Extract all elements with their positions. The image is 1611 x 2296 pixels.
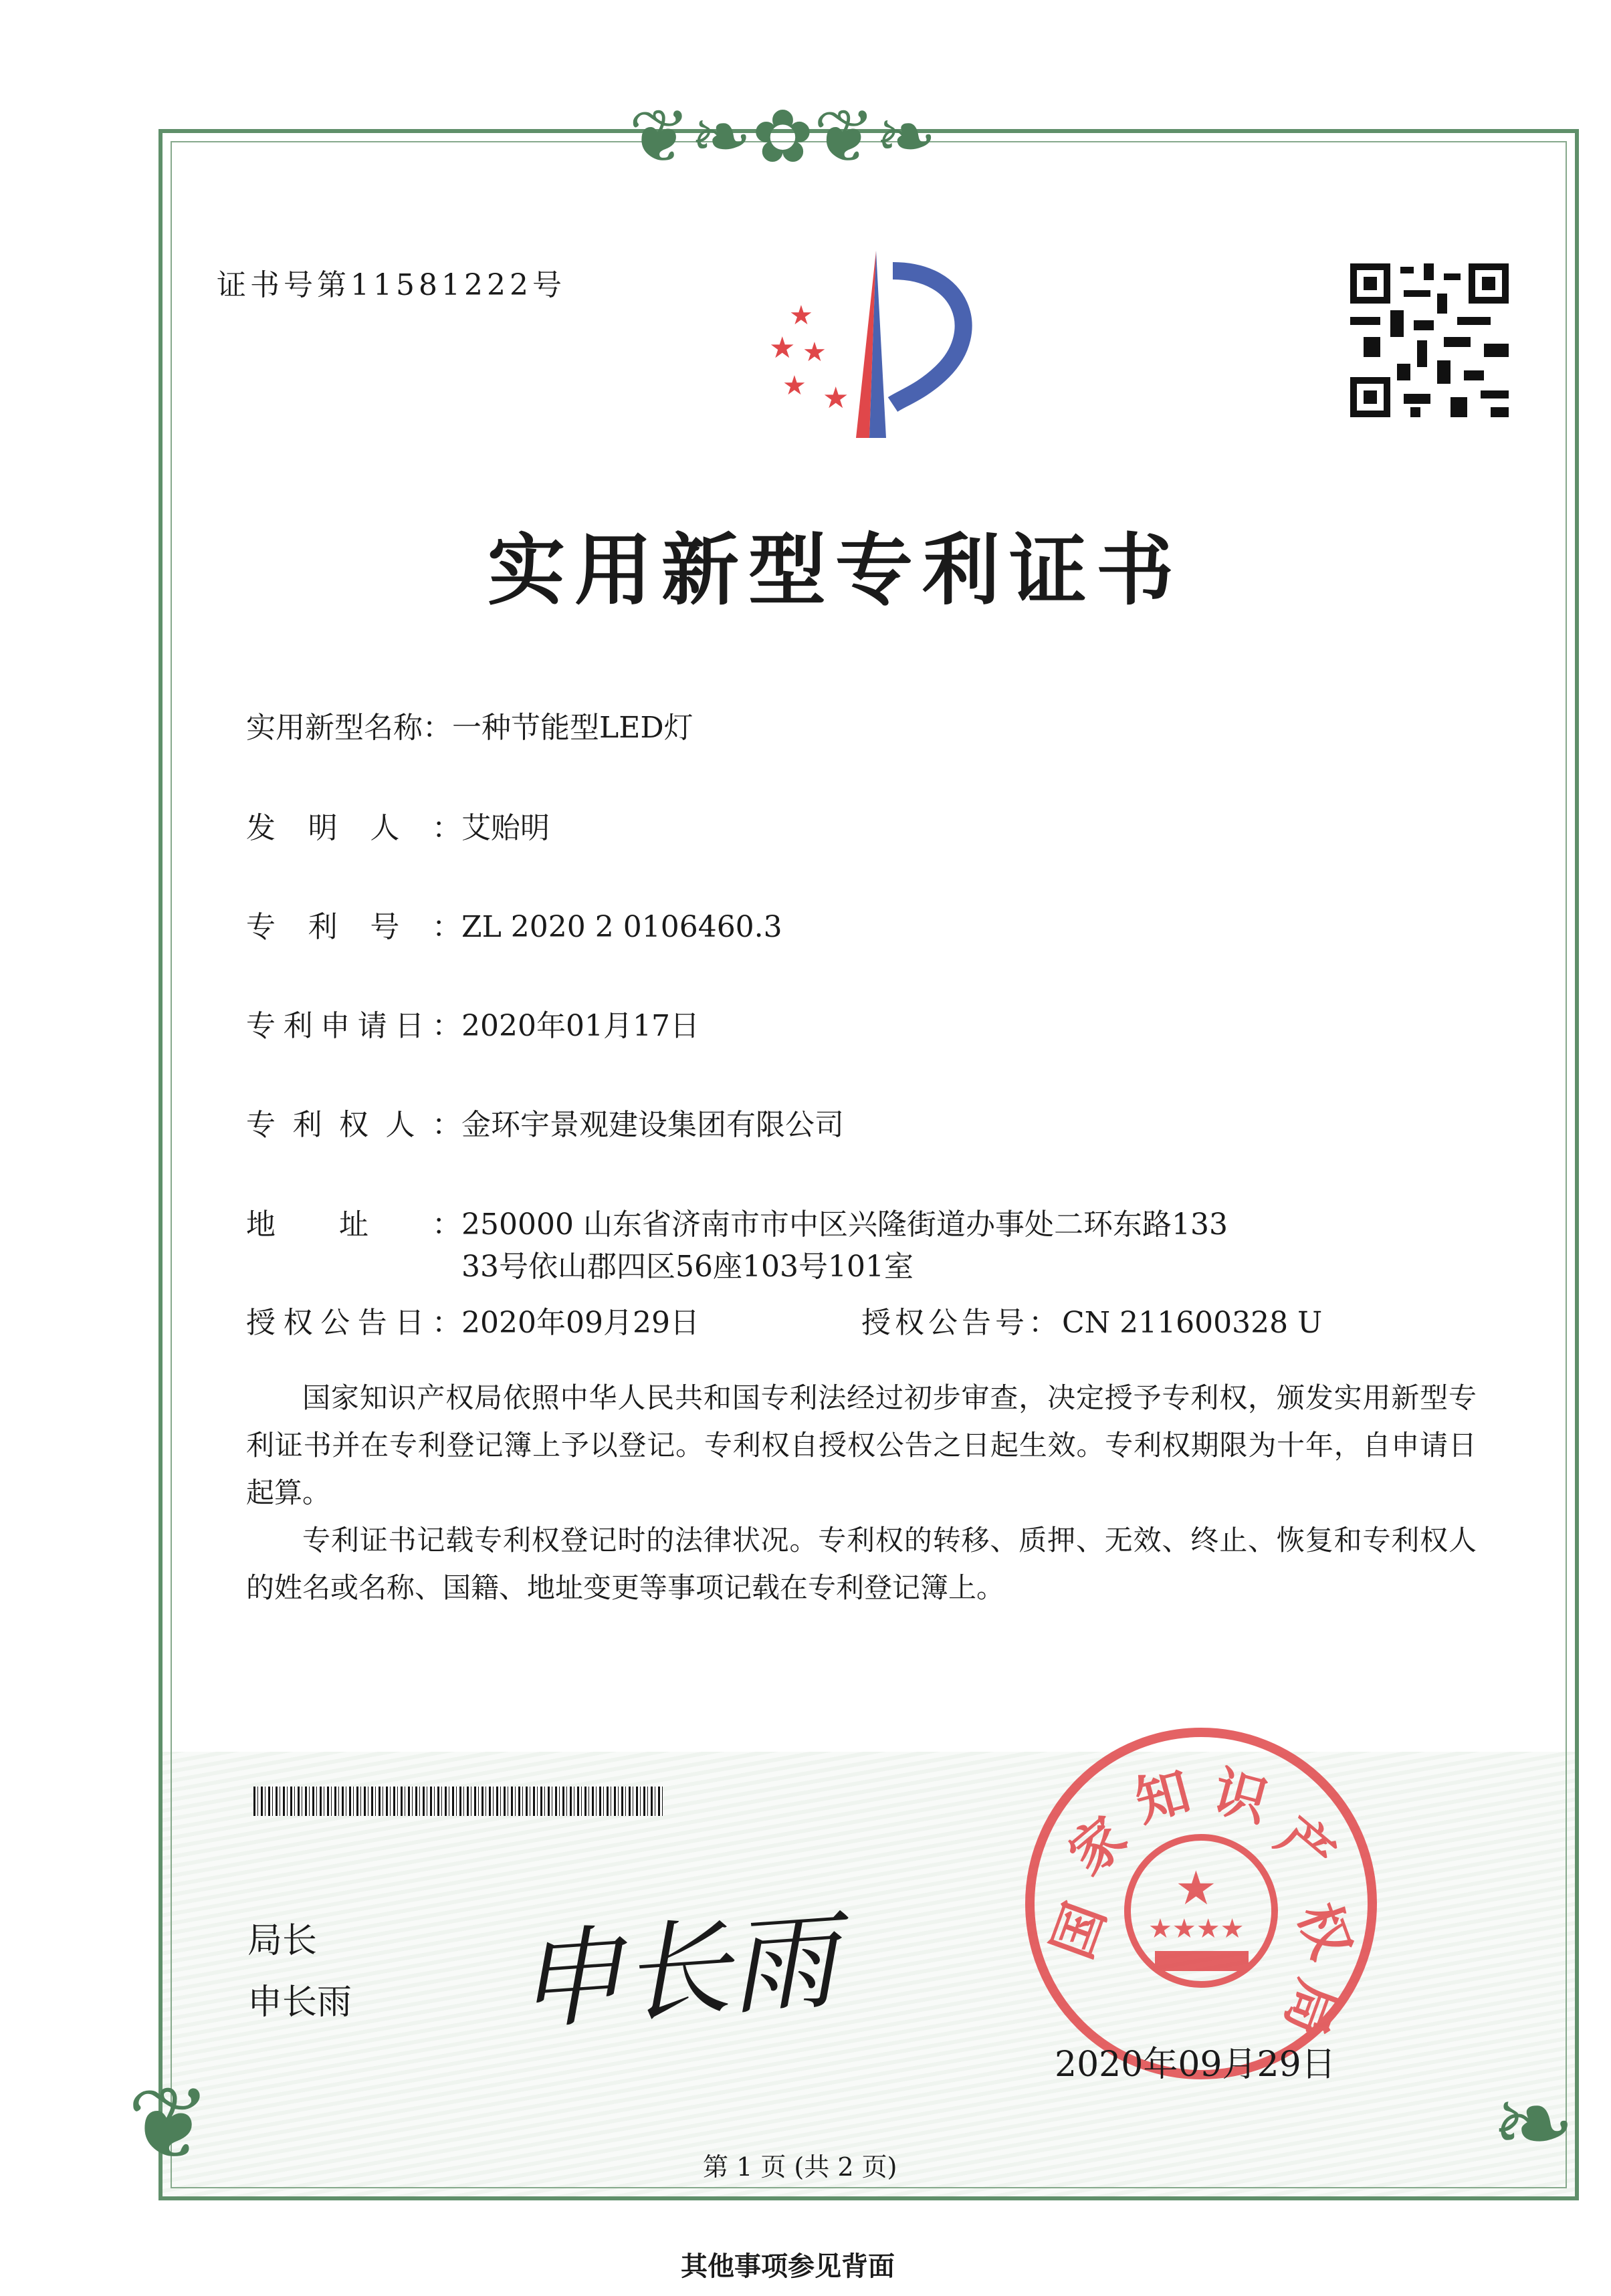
field-value: 2020年01月17日 (461, 1009, 700, 1043)
seal-char: 权 (1286, 1895, 1364, 1967)
field-label: 授权公告日： (246, 1306, 461, 1340)
svg-text:★: ★ (823, 381, 849, 415)
field-label: 授权公告号： (861, 1306, 1062, 1340)
svg-text:★★★★: ★★★★ (1148, 1914, 1245, 1944)
field-inventor (246, 804, 550, 846)
seal-char: 知 (1128, 1759, 1197, 1834)
field-value: 2020年09月29日 (461, 1306, 700, 1340)
field-value: ZL 2020 2 0106460.3 (461, 910, 782, 944)
field-publication-number (861, 1298, 1322, 1341)
svg-text:★: ★ (802, 337, 827, 368)
qr-code-icon (1350, 263, 1509, 417)
barcode-icon (253, 1787, 663, 1816)
svg-text:★: ★ (769, 331, 796, 365)
signatory-name: 申长雨 (247, 1982, 352, 2023)
field-address-line2: 33号依山郡四区56座103号101室 (461, 1250, 914, 1284)
top-ornament-icon: ❦❧✿❦❧ (629, 94, 937, 179)
footer-note: 其他事项参见背面 (681, 2251, 895, 2282)
corner-ornament-icon: ❦ (127, 2066, 211, 2182)
handwritten-signature: 申长雨 (512, 1898, 841, 2045)
svg-text:★: ★ (789, 300, 813, 331)
seal-char: 识 (1206, 1759, 1275, 1834)
signatory-title: 局长 (247, 1921, 318, 1961)
seal-char: 国 (1040, 1895, 1117, 1967)
page-title: 实用新型专利证书 (488, 525, 1183, 616)
field-label: 发明人： (246, 811, 461, 845)
field-label: 专利权人： (246, 1108, 461, 1142)
field-value: 一种节能型LED灯 (452, 711, 693, 745)
seal-char: 局 (1273, 1972, 1350, 2044)
cnipa-logo-icon (742, 244, 996, 445)
field-label: 专利号： (246, 910, 461, 944)
statement-paragraph: 专利证书记载专利权登记时的法律状况。专利权的转移、质押、无效、终止、恢复和专利权人的姓名或名称、国籍、地址变更等事项记载在专利登记簿上。 (246, 1524, 1477, 1604)
field-value: 艾贻明 (461, 811, 550, 845)
field-publication-date (246, 1298, 700, 1341)
page-indicator: 第 1 页 (共 2 页) (703, 2152, 897, 2182)
svg-text:★: ★ (782, 370, 807, 401)
field-utility-model-name (246, 703, 693, 746)
seal-char: 家 (1057, 1804, 1139, 1887)
field-label: 专利申请日： (246, 1009, 461, 1043)
seal-char: 产 (1265, 1804, 1347, 1887)
field-patentee (246, 1101, 844, 1143)
certificate-number: 证书号第11581222号 (217, 268, 566, 302)
field-value: CN 211600328 U (1062, 1306, 1323, 1340)
seal-date: 2020年09月29日 (1055, 2045, 1336, 2085)
field-patent-number (246, 903, 782, 945)
field-label: 实用新型名称： (246, 711, 452, 745)
field-value: 金环宇景观建设集团有限公司 (461, 1108, 844, 1142)
field-address (246, 1200, 1228, 1243)
certificate-statement (246, 1374, 1477, 1611)
statement-paragraph: 国家知识产权局依照中华人民共和国专利法经过初步审查，决定授予专利权，颁发实用新型专利证书并在专利登记簿上予以登记。专利权自授权公告之日起生效。专利权期限为十年，自申请日起算。 (246, 1381, 1477, 1509)
field-value: 250000 山东省济南市市中区兴隆街道办事处二环东路133 (461, 1208, 1228, 1242)
field-label: 地址： (246, 1208, 461, 1242)
corner-ornament-icon: ❧ (1491, 2066, 1576, 2182)
svg-text:★: ★ (1175, 1861, 1217, 1916)
field-application-date (246, 1002, 700, 1044)
official-seal (1025, 1728, 1377, 2079)
